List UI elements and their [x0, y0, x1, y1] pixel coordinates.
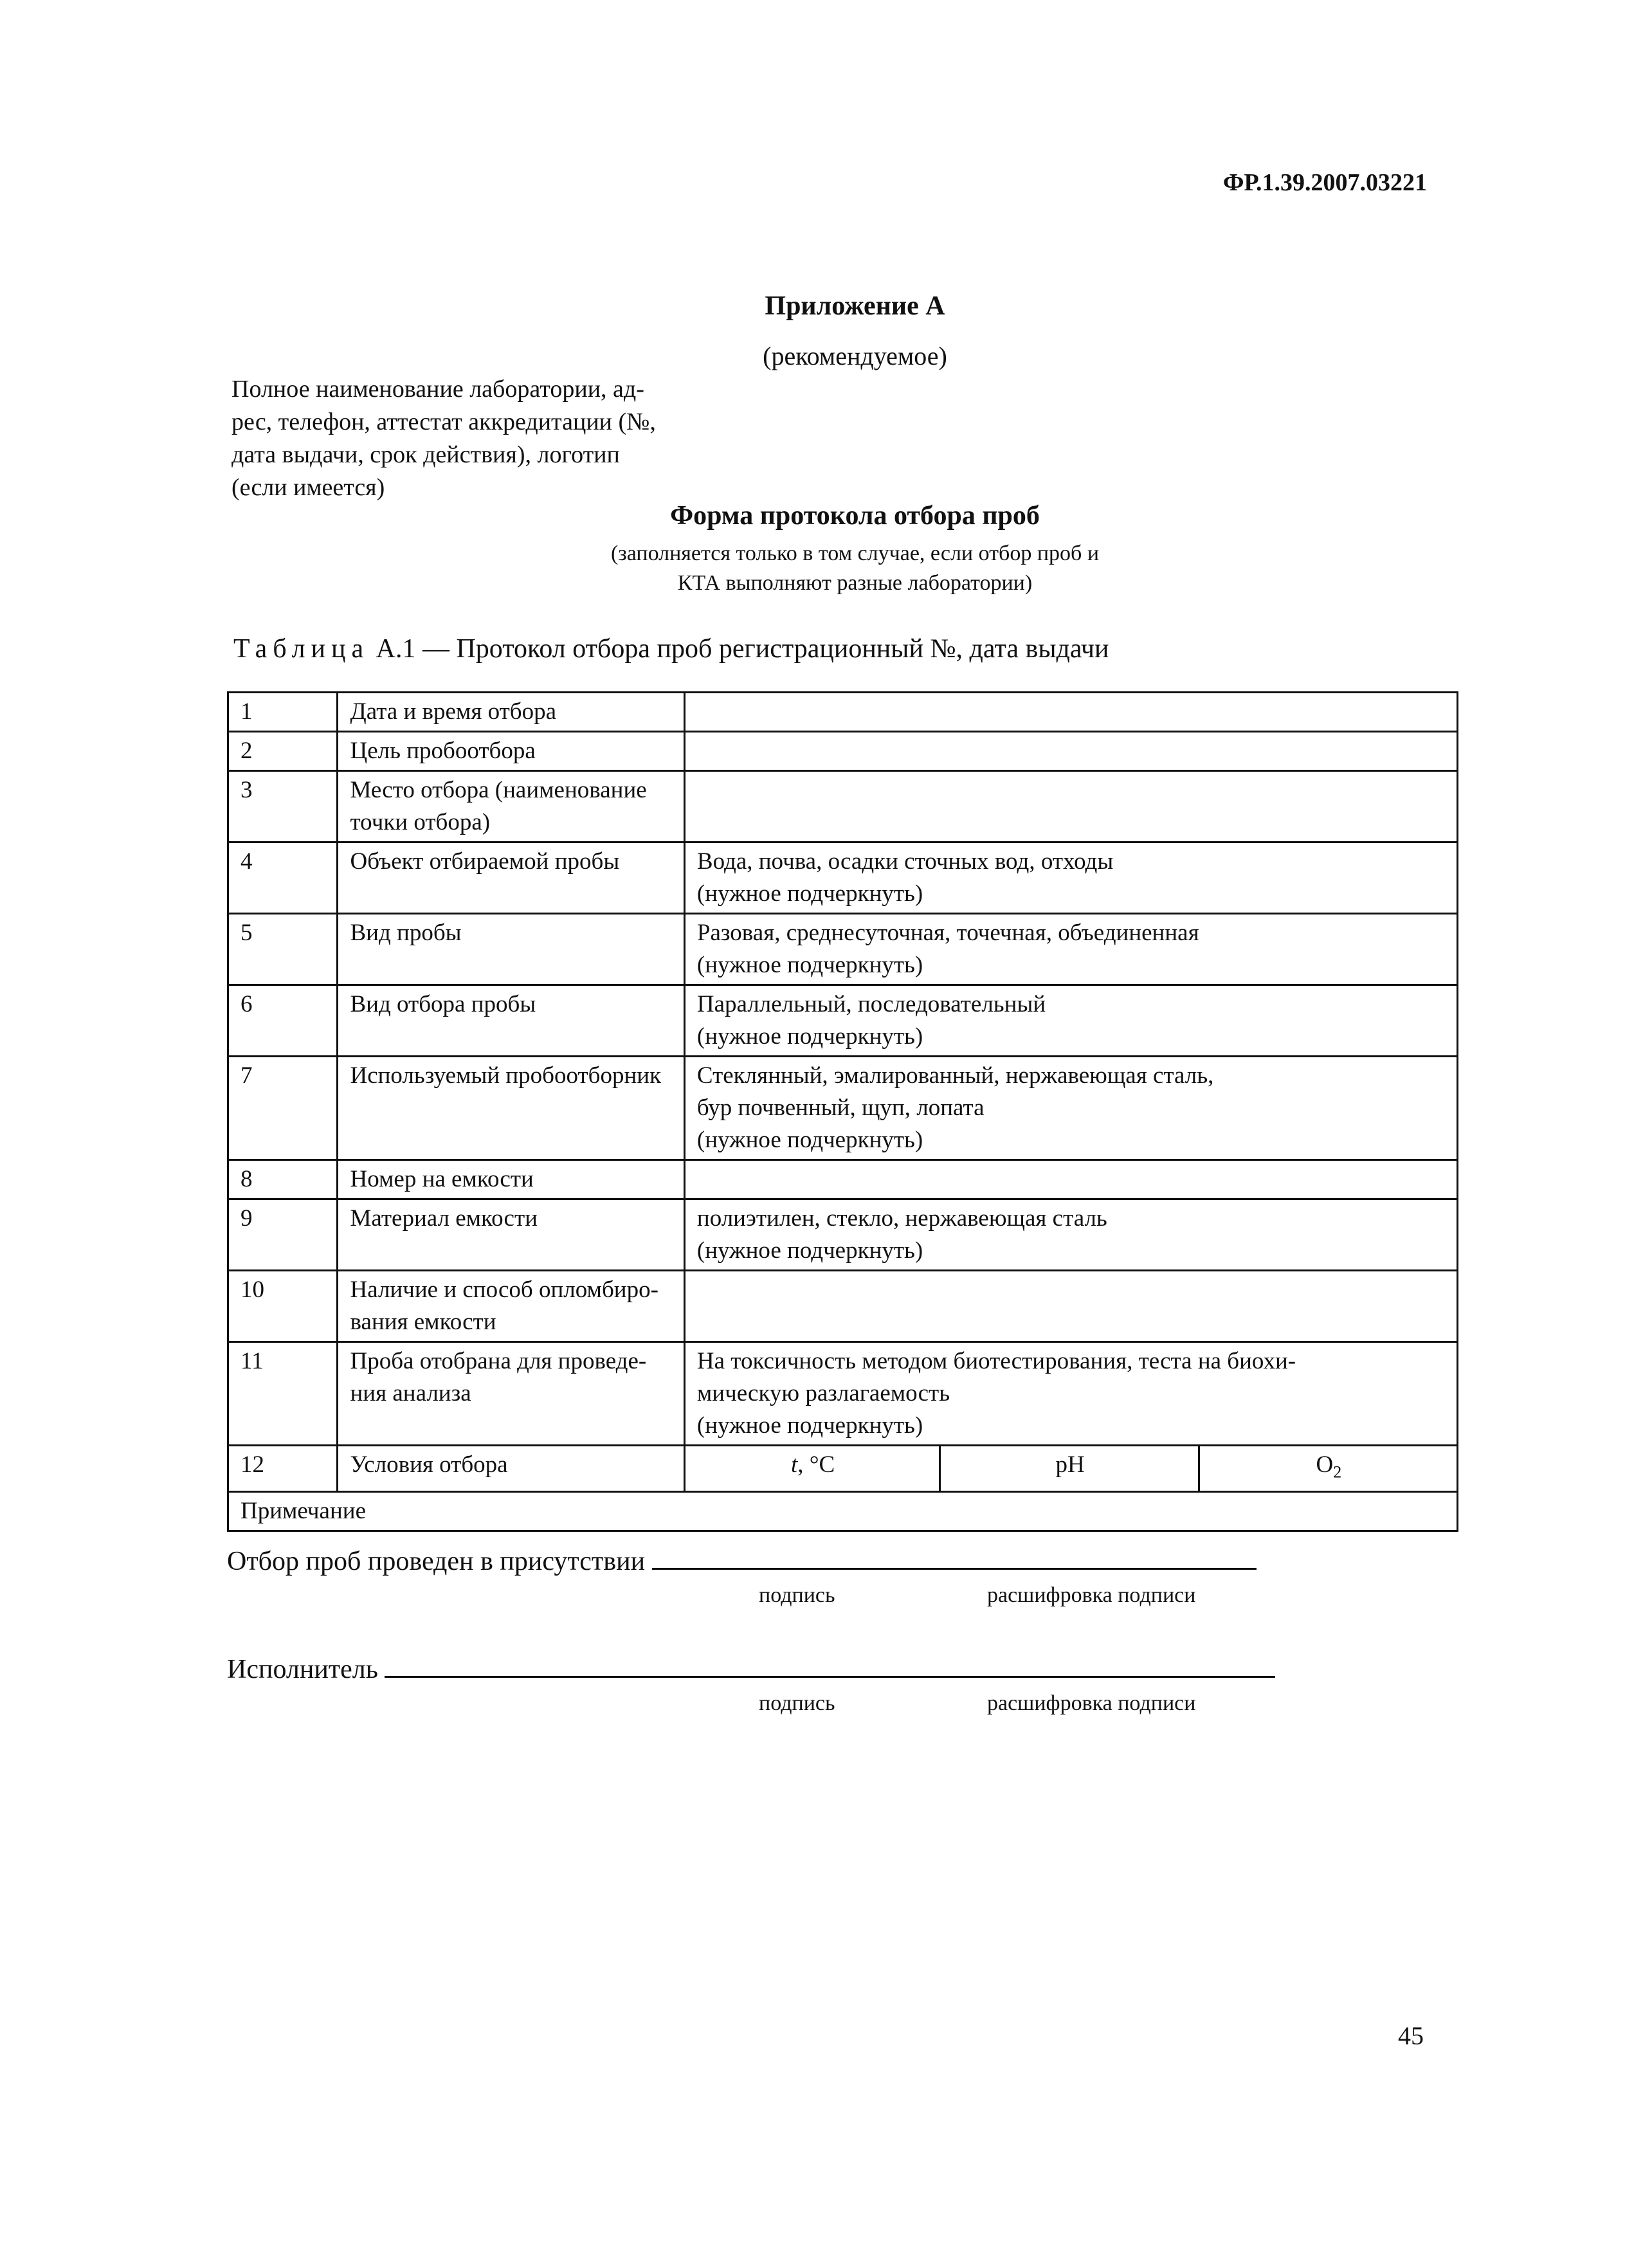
sampling-protocol-table — [227, 691, 1458, 1532]
row-field-value[interactable] — [684, 693, 1457, 732]
oxygen-subscript: 2 — [1333, 1462, 1342, 1482]
row-number: 1 — [228, 693, 338, 732]
table-row — [228, 985, 1458, 1057]
signature-decode-caption: расшифровка подписи — [987, 1691, 1196, 1715]
row-field-value[interactable] — [684, 1271, 1457, 1342]
ph-cell[interactable]: pH — [940, 1446, 1199, 1492]
row-field-value[interactable]: полиэтилен, стекло, нержавеющая сталь (нужное подчеркнуть) — [684, 1199, 1457, 1271]
row-number: 7 — [228, 1057, 338, 1160]
signature-caption: подпись — [759, 1583, 835, 1607]
lab-info-line: рес, телефон, аттестат аккредитации (№, — [231, 408, 656, 435]
oxygen-cell[interactable] — [1199, 1446, 1457, 1492]
table-row-note — [228, 1492, 1458, 1531]
page-number: 45 — [1398, 2021, 1424, 2050]
row-field-value[interactable]: Разовая, среднесуточная, точечная, объединенная (нужное подчеркнуть) — [684, 914, 1457, 985]
row-field-value[interactable] — [684, 732, 1457, 771]
lab-info-block — [231, 373, 714, 504]
note-cell[interactable]: Примечание — [228, 1492, 1458, 1531]
row-number: 3 — [228, 771, 338, 842]
row-number: 10 — [228, 1271, 338, 1342]
form-title: Форма протокола отбора проб — [670, 501, 1040, 531]
table-caption-text: А.1 — Протокол отбора проб регистрационный №, дата выдачи — [376, 634, 1109, 664]
temperature-cell[interactable] — [684, 1446, 939, 1492]
signature-executor — [227, 1650, 1275, 1685]
row-number: 12 — [228, 1446, 338, 1492]
appendix-subtitle: (рекомендуемое) — [763, 341, 947, 370]
table-row — [228, 914, 1458, 985]
table-row — [228, 771, 1458, 842]
row-field-value[interactable]: Параллельный, последовательный (нужное подчеркнуть) — [684, 985, 1457, 1057]
row-field-name: Используемый пробоотборник — [338, 1057, 684, 1160]
row-number: 5 — [228, 914, 338, 985]
table-caption-prefix: Таблица — [233, 634, 370, 664]
table-row — [228, 693, 1458, 732]
signature-presence-label: Отбор проб проведен в присутствии — [227, 1547, 646, 1576]
row-field-value[interactable] — [684, 771, 1457, 842]
document-code: ФР.1.39.2007.03221 — [1222, 169, 1427, 196]
row-field-value[interactable]: Стеклянный, эмалированный, нержавеющая сталь, бур почвенный, щуп, лопата (нужное подчеркнуть) — [684, 1057, 1457, 1160]
row-field-name: Объект отбираемой пробы — [338, 842, 684, 914]
lab-info-line: дата выдачи, срок действия), логотип — [231, 441, 620, 468]
row-field-name: Наличие и способ опломбиро- вания емкости — [338, 1271, 684, 1342]
row-number: 6 — [228, 985, 338, 1057]
table-row — [228, 1199, 1458, 1271]
row-field-name: Вид отбора пробы — [338, 985, 684, 1057]
temperature-unit: , °C — [797, 1451, 835, 1478]
row-field-name: Материал емкости — [338, 1199, 684, 1271]
table-row — [228, 1160, 1458, 1199]
form-note-line: (заполняется только в том случае, если отбор проб и — [610, 541, 1100, 565]
signature-executor-label: Исполнитель — [227, 1655, 378, 1684]
row-number: 4 — [228, 842, 338, 914]
row-number: 11 — [228, 1342, 338, 1446]
lab-info-line: Полное наименование лаборатории, ад- — [231, 376, 644, 403]
form-note — [0, 539, 1652, 598]
row-field-name: Дата и время отбора — [338, 693, 684, 732]
signature-executor-line[interactable] — [385, 1650, 1275, 1678]
row-field-name: Место отбора (наименование точки отбора) — [338, 771, 684, 842]
table-row — [228, 842, 1458, 914]
appendix-title: Приложение А — [765, 291, 945, 321]
oxygen-symbol: O — [1316, 1451, 1334, 1478]
table-caption — [233, 633, 1109, 664]
row-field-value[interactable]: Вода, почва, осадки сточных вод, отходы (нужное подчеркнуть) — [684, 842, 1457, 914]
row-field-name: Проба отобрана для проведе- ния анализа — [338, 1342, 684, 1446]
row-field-name: Вид пробы — [338, 914, 684, 985]
row-field-name: Условия отбора — [338, 1446, 684, 1492]
signature-decode-caption: расшифровка подписи — [987, 1583, 1196, 1607]
signature-presence-line[interactable] — [652, 1542, 1257, 1570]
row-number: 2 — [228, 732, 338, 771]
table-row-conditions — [228, 1446, 1458, 1492]
row-number: 8 — [228, 1160, 338, 1199]
table-row — [228, 1271, 1458, 1342]
row-field-value[interactable] — [684, 1160, 1457, 1199]
form-note-line: КТА выполняют разные лаборатории) — [677, 571, 1033, 595]
lab-info-line: (если имеется) — [231, 474, 385, 501]
signature-caption: подпись — [759, 1691, 835, 1715]
row-field-name: Номер на емкости — [338, 1160, 684, 1199]
row-field-name: Цель пробоотбора — [338, 732, 684, 771]
table-row — [228, 1342, 1458, 1446]
table-row — [228, 732, 1458, 771]
table-row — [228, 1057, 1458, 1160]
signature-presence — [227, 1542, 1257, 1577]
temperature-symbol: t — [790, 1451, 798, 1478]
row-number: 9 — [228, 1199, 338, 1271]
row-field-value[interactable]: На токсичность методом биотестирования, теста на биохи- мическую разлагаемость (нужное подчеркнуть) — [684, 1342, 1457, 1446]
